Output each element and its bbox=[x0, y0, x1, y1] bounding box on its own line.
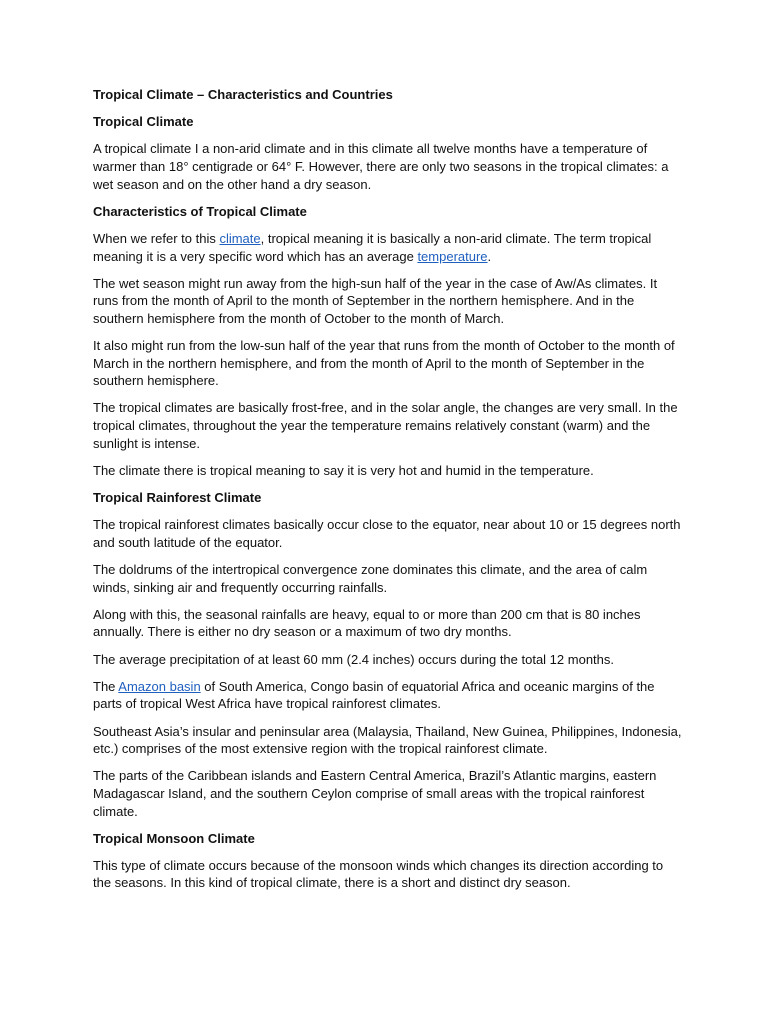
amazon-basin-link[interactable]: Amazon basin bbox=[118, 678, 201, 694]
paragraph: It also might run from the low-sun half of the year that runs from the month of October to the month of March in the northern hemisphere, and from the month of April to the month of September in the southern hemisphere. bbox=[93, 338, 675, 389]
paragraph: The average precipitation of at least 60 mm (2.4 inches) occurs during the total 12 months. bbox=[93, 651, 614, 667]
section-heading-monsoon: Tropical Monsoon Climate bbox=[93, 830, 255, 846]
paragraph: The doldrums of the intertropical convergence zone dominates this climate, and the area of calm winds, sinking air and frequently occurring rainfalls. bbox=[93, 562, 648, 595]
paragraph-text: The bbox=[93, 678, 119, 694]
paragraph: This type of climate occurs because of the monsoon winds which changes its direction according to the seasons. In this kind of tropical climate, there is a short and distinct dry season. bbox=[93, 857, 664, 891]
section-heading-rainforest: Tropical Rainforest Climate bbox=[93, 490, 262, 506]
paragraph-text: of South America, Congo basin of equatorial Africa and oceanic margins of the parts of tropical West Africa have tropical rainforest climates. bbox=[93, 678, 655, 712]
paragraph-text: . bbox=[487, 248, 492, 264]
document-page bbox=[93, 86, 683, 902]
paragraph: A tropical climate I a non-arid climate and in this climate all twelve months have a temperature of warmer than 18° centigrade or 64° F. However, there are only two seasons in the tropical climates: a wet season and on the other hand a dry season. bbox=[93, 141, 669, 192]
paragraph: The parts of the Caribbean islands and Eastern Central America, Brazil’s Atlantic margins, eastern Madagascar Island, and the southern Ceylon comprise of small areas with the tropical rainforest climate. bbox=[93, 768, 657, 819]
paragraph: Southeast Asia’s insular and peninsular area (Malaysia, Thailand, New Guinea, Philippines, Indonesia, etc.) comprises of the most extensive region with the tropical rainforest climate. bbox=[93, 723, 682, 757]
paragraph-text: When we refer to this bbox=[93, 230, 220, 246]
section-heading-tropical-climate: Tropical Climate bbox=[93, 114, 194, 130]
paragraph: The tropical climates are basically frost-free, and in the solar angle, the changes are very small. In the tropical climates, throughout the year the temperature remains relatively constant (warm) and the sunlight is intense. bbox=[93, 400, 678, 451]
temperature-link[interactable]: temperature bbox=[417, 248, 488, 264]
climate-link[interactable]: climate bbox=[219, 230, 261, 246]
paragraph: Along with this, the seasonal rainfalls are heavy, equal to or more than 200 cm that is 80 inches annually. There is either no dry season or a maximum of two dry months. bbox=[93, 606, 641, 640]
paragraph: The wet season might run away from the high-sun half of the year in the case of Aw/As climates. It runs from the month of April to the month of September in the northern hemisphere. And in the southern hemisphere from the month of October to the month of March. bbox=[93, 275, 658, 326]
paragraph-text: , tropical meaning it is basically a non-arid climate. The term tropical meaning it is a very specific word which has an average bbox=[93, 230, 652, 264]
document-title: Tropical Climate – Characteristics and Countries bbox=[93, 87, 393, 102]
paragraph bbox=[93, 230, 683, 265]
paragraph bbox=[93, 678, 683, 713]
section-heading-characteristics: Characteristics of Tropical Climate bbox=[93, 203, 307, 219]
paragraph: The tropical rainforest climates basically occur close to the equator, near about 10 or 15 degrees north and south latitude of the equator. bbox=[93, 517, 681, 550]
paragraph: The climate there is tropical meaning to say it is very hot and humid in the temperature. bbox=[93, 462, 594, 478]
